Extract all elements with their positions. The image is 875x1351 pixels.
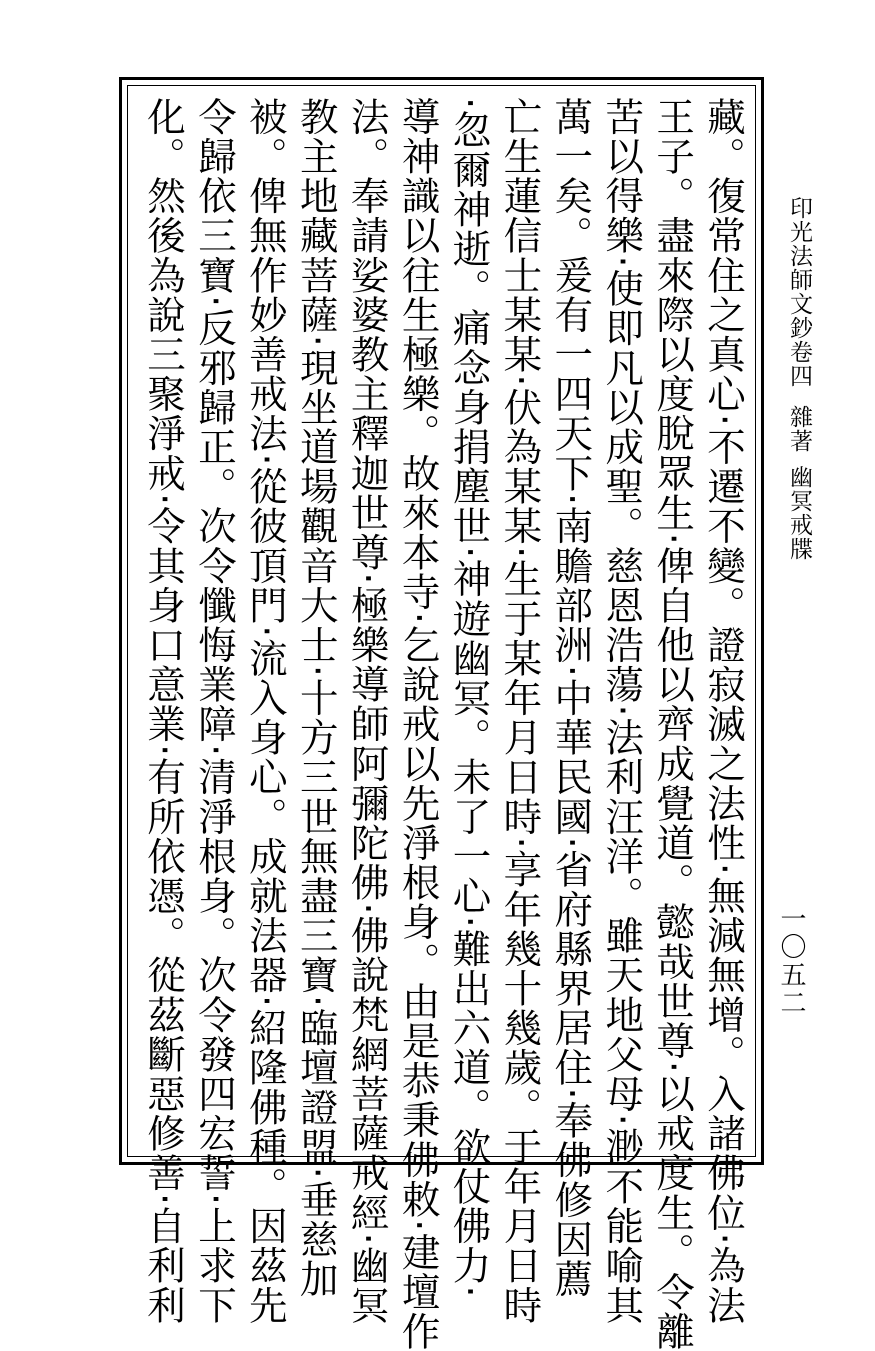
text-column: 法。奉請娑婆教主釋迦世尊‧極樂導師阿彌陀佛‧佛說梵網菩薩戒經‧幽冥 — [344, 97, 390, 1326]
text-column: 藏。復常住之真心‧不遷不變。證寂滅之法性‧無減無增。入諸佛位‧為法 — [701, 97, 746, 1326]
text-column: 教主地藏菩薩‧現坐道場觀音大士‧十方三世無盡三寶‧臨壇證盟‧垂慈加 — [293, 97, 339, 1299]
text-column: 被。俾無作妙善戒法‧從彼頂門‧流入身心。成就法器‧紹隆佛種。因茲先 — [242, 97, 288, 1326]
text-column: 苦以得樂‧使即凡以成聖。慈恩浩蕩‧法利汪洋。雖天地父母‧渺不能喻其 — [599, 97, 645, 1326]
section-label: 雜著 — [786, 405, 812, 453]
text-column: 萬一矣。爰有一四天下‧南贍部洲‧中華民國‧省府縣界居住‧奉佛修因薦 — [548, 97, 594, 1299]
text-column: 亡生蓮信士某某‧伏為某某‧生于某年月日時‧享年幾十幾歲。于年月日時 — [497, 97, 543, 1326]
text-column: 導神識以往生極樂。故來本寺‧乞說戒以先淨根身。由是恭秉佛敕‧建壇作 — [395, 97, 441, 1351]
body-text — [137, 97, 748, 1351]
text-column: ‧忽爾神逝。痛念身捐塵世‧神遊幽冥。未了一心‧難出六道。欲仗佛力‧ — [446, 97, 492, 1299]
text-column: 王子。盡來際以度脫眾生‧俾自他以齊成覺道。懿哉世尊‧以戒度生。令離 — [650, 97, 696, 1351]
text-column: 令歸依三寶‧反邪歸正。次令懺悔業障‧清淨根身。次令發四宏誓‧上求下 — [191, 97, 237, 1326]
book-title: 印光法師文鈔卷四 — [786, 196, 812, 388]
item-title: 幽冥戒牒 — [786, 465, 812, 561]
text-column: 化。然後為說三聚淨戒‧令其身口意業‧有所依憑。從茲斷惡修善‧自利利 — [141, 97, 187, 1326]
page-number: 一〇五二 — [776, 905, 806, 1017]
